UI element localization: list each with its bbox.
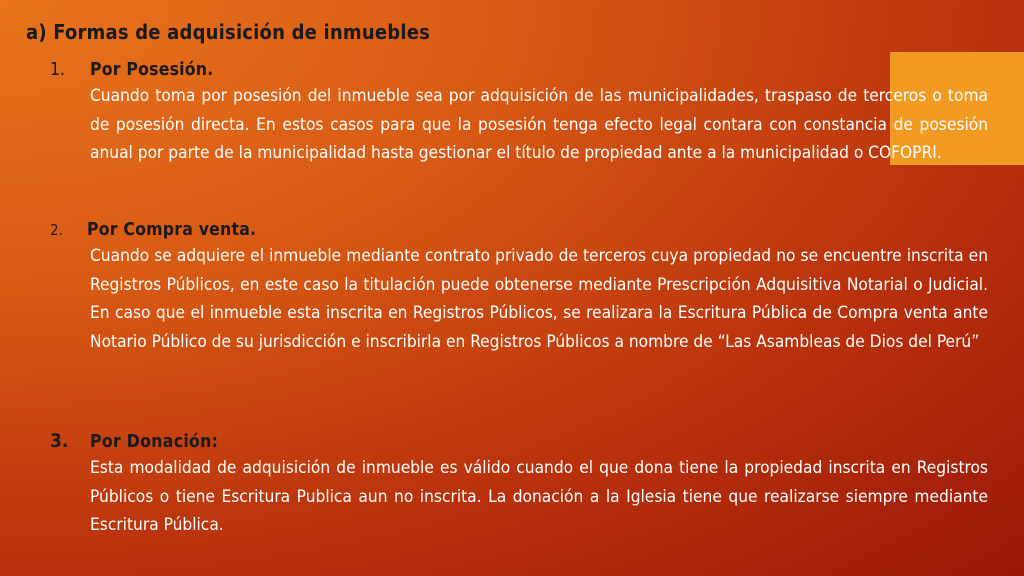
section-compra-venta	[50, 220, 988, 356]
section-body: Cuando toma por posesión del inmueble sea por adquisición de las municipalidades, traspaso de terceros o toma de posesión directa. En estos casos para que la posesión tenga efecto legal contara con constancia de posesión anual por parte de la municipalidad hasta gestionar el título de propiedad ante a la municipalidad o COFOPRI.	[90, 86, 988, 163]
section-label: Por Posesión.	[90, 60, 214, 80]
section-body: Cuando se adquiere el inmueble mediante contrato privado de terceros cuya propiedad no se encuentre inscrita en Registros Públicos, en este caso la titulación puede obtenerse mediante Prescripción Adquisitiva Notarial o Judicial. En caso que el inmueble esta inscrita en Registros Públicos, se realizara la Escritura Pública de Compra venta ante Notario Público de su jurisdicción e inscribirla en Registros Públicos a nombre de “Las Asambleas de Dios del Perú”	[90, 246, 988, 352]
section-heading	[50, 60, 988, 80]
section-label: Por Donación:	[90, 432, 219, 452]
section-heading	[50, 220, 988, 240]
section-posesion	[50, 60, 988, 168]
section-donacion	[50, 430, 988, 540]
section-body: Esta modalidad de adquisición de inmueble es válido cuando el que dona tiene la propiedad inscrita en Registros Públicos o tiene Escritura Publica aun no inscrita. La donación a la Iglesia tiene que realizarse siempre mediante Escritura Pública.	[90, 458, 988, 535]
slide-title: a) Formas de adquisición de inmuebles	[26, 20, 431, 44]
section-number: 3.	[50, 430, 69, 452]
section-number: 1.	[50, 60, 66, 80]
section-label: Por Compra venta.	[87, 220, 257, 240]
section-number: 2.	[50, 221, 63, 239]
section-heading	[50, 430, 988, 452]
